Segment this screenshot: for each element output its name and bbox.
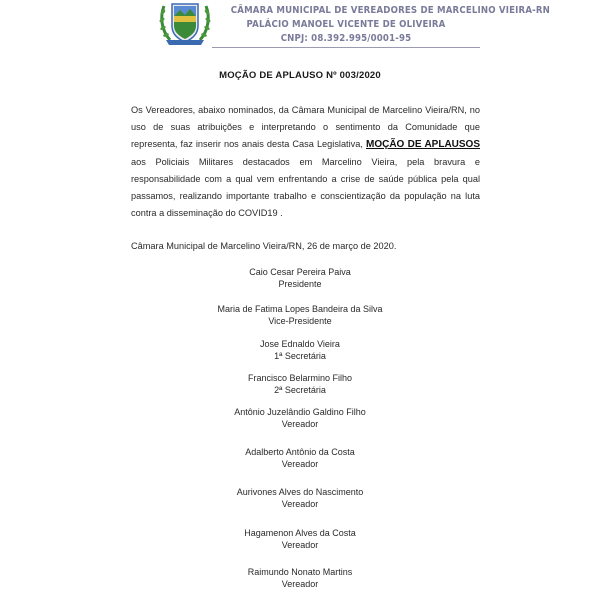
paragraph-highlight: MOÇÃO DE APLAUSOS (366, 139, 481, 151)
signature-block (0, 267, 600, 290)
letterhead-line-3: CNPJ: 08.392.995/0001-95 (280, 33, 412, 44)
signatory-name: Adalberto Antônio da Costa (245, 447, 355, 457)
document-title: MOÇÃO DE APLAUSO Nº 003/2020 (219, 70, 381, 81)
signature-block (0, 373, 600, 396)
signatory-name: Antônio Juzelândio Galdino Filho (234, 407, 366, 417)
signatory-name: Jose Ednaldo Vieira (260, 339, 340, 349)
signatory-role: Vereador (281, 578, 319, 589)
signatory-role: Vereador (281, 539, 319, 550)
letterhead-line-1: CÂMARA MUNICIPAL DE VEREADORES DE MARCELINO VIEIRA-RN (230, 5, 551, 16)
letterhead-text (230, 4, 551, 46)
signatory-role: Vice-Presidente (268, 315, 332, 326)
signatory-name: Hagamenon Alves da Costa (244, 528, 356, 538)
paragraph-text-after: aos Policiais Militares destacados em Marcelino Vieira, pela bravura e responsabilidade com a qual vem enfrentando a crise de saúde pública pela qual passamos, realizando importante trabalho e conscientização da população na luta contra a disseminação do COVID19 . (131, 156, 480, 219)
signatory-name: Maria de Fatima Lopes Bandeira da Silva (217, 304, 383, 314)
municipal-coat-of-arms-icon (158, 0, 212, 46)
signature-block (0, 528, 600, 551)
signature-block (0, 567, 600, 590)
signatory-role: Vereador (281, 458, 319, 469)
signature-block (0, 407, 600, 430)
letterhead-divider (212, 47, 480, 48)
place-and-date: Câmara Municipal de Marcelino Vieira/RN, 26 de março de 2020. (131, 241, 397, 251)
signature-block (0, 304, 600, 327)
signature-block (0, 447, 600, 470)
paragraph-text-before: Os Vereadores, abaixo nominados, da Câmara Municipal de Marcelino Vieira/RN, no uso de suas atribuições e interpretando o sentimento da Comunidade que representa, faz inserir nos anais desta Casa Legislativa, (131, 105, 480, 150)
signatory-role: Vereador (281, 418, 319, 429)
letterhead-line-2: PALÁCIO MANOEL VICENTE DE OLIVEIRA (246, 19, 446, 30)
signatory-role: Vereador (281, 498, 319, 509)
motion-paragraph (131, 102, 480, 222)
signatory-name: Francisco Belarmino Filho (247, 373, 353, 383)
signature-block (0, 487, 600, 510)
signatory-role: 2ª Secretária (274, 384, 326, 395)
letterhead (158, 0, 551, 46)
signatory-name: Aurivones Alves do Nascimento (236, 487, 364, 497)
signatory-name: Caio Cesar Pereira Paiva (249, 267, 351, 277)
signatory-role: Presidente (278, 278, 322, 289)
signature-block (0, 339, 600, 362)
signatory-role: 1ª Secretária (274, 350, 326, 361)
signatory-name: Raimundo Nonato Martins (247, 567, 353, 577)
